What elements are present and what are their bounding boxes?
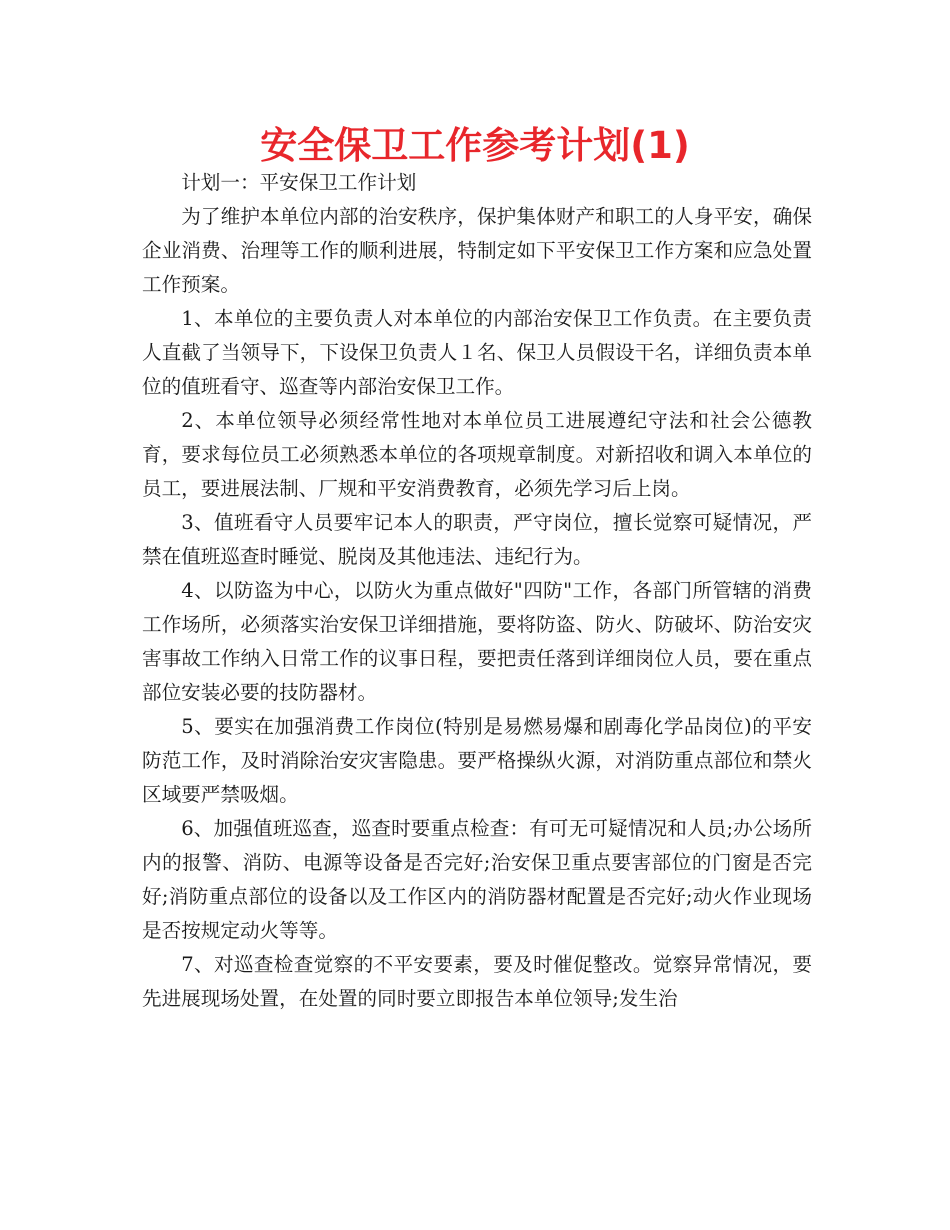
paragraph-5: 5、要实在加强消费工作岗位(特别是易燃易爆和剧毒化学品岗位)的平安防范工作，及时消除治安灾害隐患。要严格操纵火源，对消防重点部位和禁火区域要严禁吸烟。	[142, 715, 812, 806]
paragraph-4: 4、以防盗为中心，以防火为重点做好"四防"工作，各部门所管辖的消费工作场所，必须落实治安保卫详细措施，要将防盗、防火、防破坏、防治安灾害事故工作纳入日常工作的议事日程，要把责任落到详细岗位人员，要在重点部位安装必要的技防器材。	[142, 579, 812, 704]
document-body	[142, 166, 812, 1016]
paragraph-7: 7、对巡查检查觉察的不平安要素，要及时催促整改。觉察异常情况，要先进展现场处置，在处置的同时要立即报告本单位领导;发生治	[142, 953, 812, 1010]
paragraph-2: 2、本单位领导必须经常性地对本单位员工进展遵纪守法和社会公德教育，要求每位员工必须熟悉本单位的各项规章制度。对新招收和调入本单位的员工，要进展法制、厂规和平安消费教育，必须先学习后上岗。	[142, 409, 812, 500]
paragraph-intro: 为了维护本单位内部的治安秩序，保护集体财产和职工的人身平安，确保企业消费、治理等工作的顺利进展，特制定如下平安保卫工作方案和应急处置工作预案。	[142, 205, 812, 296]
paragraph-6: 6、加强值班巡查，巡查时要重点检查：有可无可疑情况和人员;办公场所内的报警、消防、电源等设备是否完好;治安保卫重点要害部位的门窗是否完好;消防重点部位的设备以及工作区内的消防器材配置是否完好;动火作业现场是否按规定动火等等。	[142, 817, 812, 942]
paragraph-1: 1、本单位的主要负责人对本单位的内部治安保卫工作负责。在主要负责人直截了当领导下，下设保卫负责人１名、保卫人员假设干名，详细负责本单位的值班看守、巡查等内部治安保卫工作。	[142, 307, 812, 398]
document-title: 安全保卫工作参考计划(1)	[260, 124, 690, 167]
plan-subheading: 计划一：平安保卫工作计划	[181, 171, 417, 194]
paragraph-3: 3、值班看守人员要牢记本人的职责，严守岗位，擅长觉察可疑情况，严禁在值班巡查时睡觉、脱岗及其他违法、违纪行为。	[142, 511, 812, 568]
